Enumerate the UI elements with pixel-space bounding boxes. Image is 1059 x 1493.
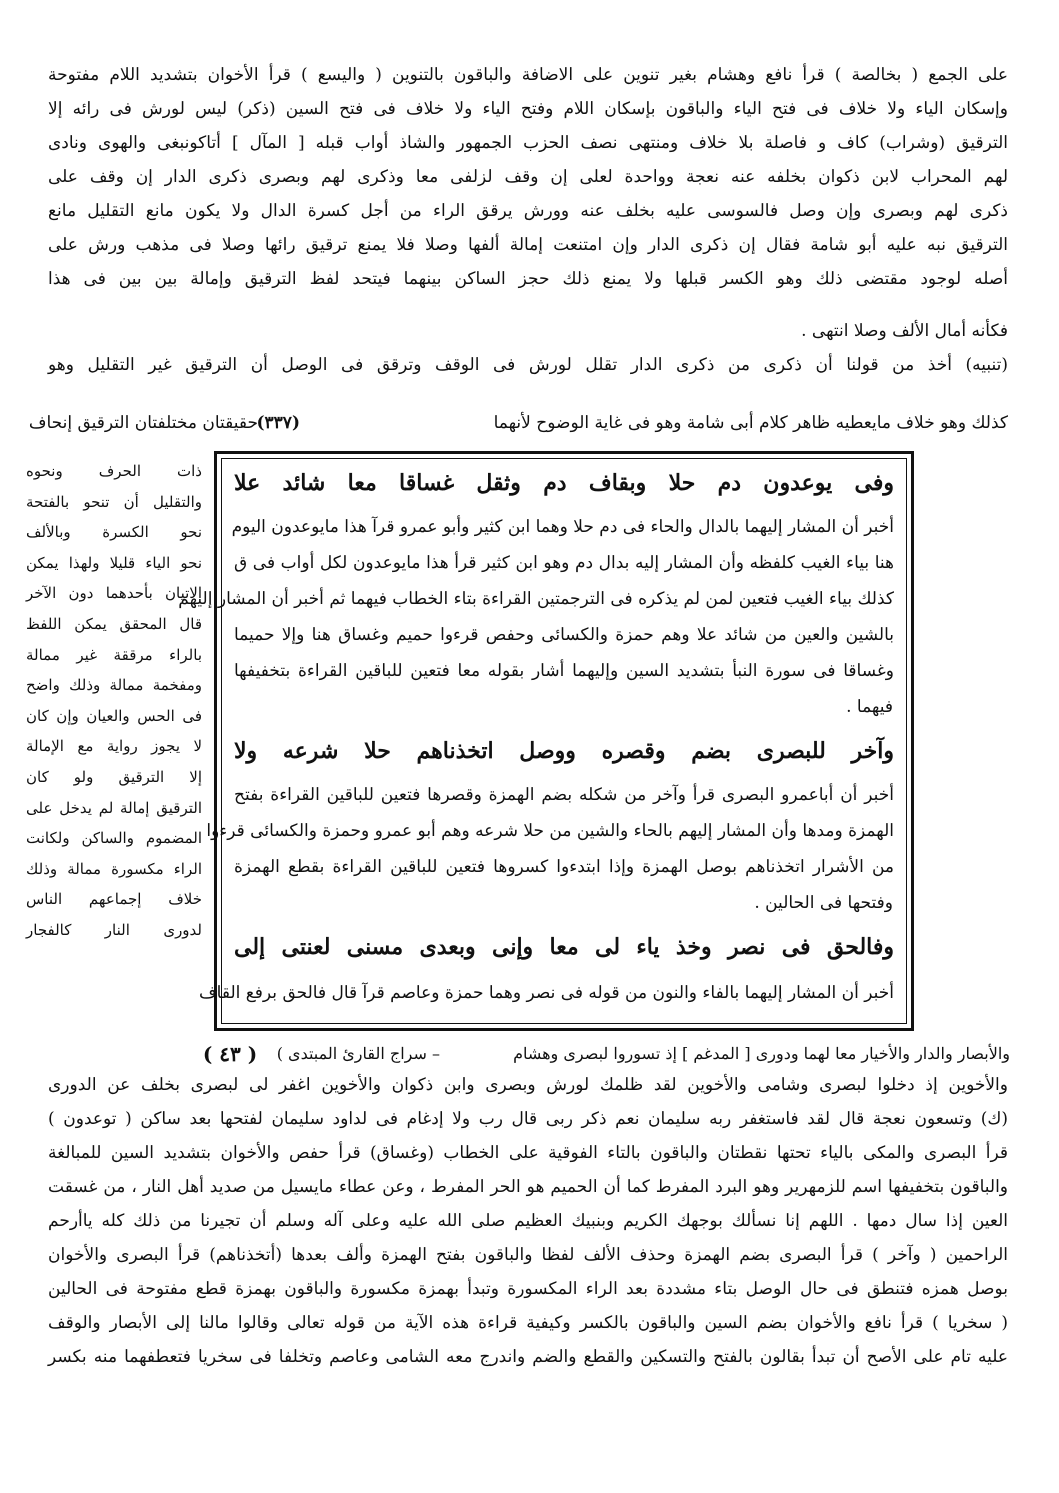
side-line: لدورى النار كالفجار — [26, 920, 202, 939]
side-column — [26, 456, 202, 946]
side-line: نحو الكسرة وبالألف — [26, 523, 202, 542]
note-line: (تنبيه) أخذ من قولنا أن ذكرى من ذكرى الدار تقلل لورش فى الوقف وترقق فى الوصل أن الترقيق غير التقليل وهو — [48, 355, 1008, 375]
text-line: بوصل همزه فتنطق فى حال الوصل بتاء مشددة بعد الراء المكسورة وتبدأ بهمزة مكسورة والباقون بهمزة قطع مفتوحة فى الحالين — [48, 1279, 1008, 1299]
commentary-line: وفتحها فى الحالين . — [754, 893, 893, 913]
inline-page-number: (٣٣٧) — [256, 413, 300, 433]
side-line: ومفخمة ممالة وذلك واضح — [26, 676, 202, 695]
page-number: ( ٤٣ ) — [202, 1042, 258, 1066]
footer-marker-row — [200, 1040, 1010, 1068]
commentary-line: وغساقا فى سورة النبأ بتشديد السين وإليهما أشار بقوله معا فتعين للباقين القراءة بتخفيفها — [234, 661, 894, 681]
side-line: والتقليل أن تنحو بالفتحة — [26, 492, 202, 511]
footer-marker-rest: والأبصار والدار والأخيار معا لهما ودورى [ المدغم ] إذ تسوروا لبصرى وهشام — [513, 1044, 1010, 1063]
text-line: الترقيق (وشراب) كاف و فاصلة بلا خلاف ومنتهى نصف الحزب الجمهور والشاذ أواب قبله [ المآل ] أتاكونبغى والهوى ونادى — [48, 133, 1008, 153]
footer-marker-title: – سراج القارئ المبتدى ) — [276, 1044, 440, 1063]
commentary-line: من الأشرار اتخذناهم بوصل الهمزة وإذا ابتدءوا كسروها فتعين للباقين القراءة بقطع الهمزة — [234, 857, 894, 877]
text-line: (ك) وتسعون نعجة قال لقد فاستغفر ربه سليمان نعم ذكر ربى قال رب ولا إدغام فى لداود سليمان لفتحها بعد ساكن ( توعدون ) — [48, 1109, 1008, 1129]
side-line: المضموم والساكن ولكانت — [26, 829, 202, 848]
side-line: نحو الياء قليلا ولهذا يمكن — [26, 553, 202, 572]
commentary-line: الهمزة ومدها وأن المشار إليهم بالحاء والشين من حلا شرعه وهم أبو عمرو وحمزة والكسائى قرءوا — [206, 821, 894, 841]
commentary-line: هنا بياء الغيب كلفظه وأن المشار إليه بدال دم وهو ابن كثير قرأ هذا مايوعدون لكل أواب فى ق — [234, 553, 894, 573]
text-line: أصله لوجود مقتضى ذلك وهو الكسر قبلها ولا يمنع ذلك حجز الساكن بينهما فيتحد لفظ الترقيق وإمالة بين بين فى هذا — [48, 269, 1008, 289]
text-line: الترقيق نبه عليه أبو شامة فقال إن ذكرى الدار وإن امتنعت إمالة ألفها وصلا فلا يمنع ترقيق رائها وصلا فى مذهب ورش على — [48, 235, 1008, 255]
side-line: الترقيق إمالة لم يدخل على — [26, 798, 202, 817]
note-line: كذلك وهو خلاف مايعطيه ظاهر كلام أبى شامة وهو فى غاية الوضوح لأنهما — [493, 413, 1008, 433]
text-line: وإسكان الياء ولا خلاف فى فتح الياء والباقون بإسكان اللام وفتح الياء ولا خلاف فى فتح السين (ذكر) ليس لورش فى رائه إلا — [48, 99, 1008, 119]
commentary-line: بالشين والعين من شائد علا وهم حمزة والكسائى وحفص قرءوا حميم وغساق هنا وإلا حميما — [234, 625, 894, 645]
verse-line: وفى يوعدون دم حلا وبقاف دم وثقل غساقا معا شائد علا — [234, 470, 894, 496]
side-line: الراء مكسورة ممالة وذلك — [26, 859, 202, 878]
verse-line: وآخر للبصرى بضم وقصره ووصل اتخذناهم حلا شرعه ولا — [234, 738, 894, 764]
text-line: عليه تام على الأصح أن تبدأ بقالون بالفتح والتسكين والقطع والضم واندرج معه الشامى وعاصم وتخلفا فى سخريا فتعطفهما منه بكسر — [48, 1347, 1008, 1367]
side-line: خلاف إجماعهم الناس — [26, 890, 202, 909]
commentary-line: كذلك بياء الغيب فتعين لمن لم يذكره فى الترجمتين القراءة بتاء الخطاب فيهما ثم أخبر أن المشار إليهم — [178, 589, 894, 609]
text-line: ( سخريا ) قرأ نافع والأخوان بضم السين والباقون بالكسر وكيفية قراءة هذه الآية من قوله تعالى وقالوا مالنا إلى الأبصار والوقف — [48, 1313, 1008, 1333]
verse-line: وفالحق فى نصر وخذ ياء لى معا وإنى وبعدى مسنى لعنتى إلى — [234, 934, 894, 960]
note-line-tail: حقيقتان مختلفتان الترقيق إنحاف — [28, 413, 258, 433]
text-line: والأخوين إذ دخلوا لبصرى وشامى والأخوين لقد ظلمك لورش وبصرى وابن ذكوان والأخوين اغفر لى لبصرى بخلف عن الدورى — [48, 1075, 1008, 1095]
text-line: الراحمين ( وآخر ) قرأ البصرى بضم الهمزة وحذف الألف لفظا والباقون بفتح الهمزة وألف بعدها (أتخذناهم) قرأ البصرى والأخوان — [48, 1245, 1008, 1265]
side-line: ذات الحرف ونحوه — [26, 462, 202, 480]
commentary-line: أخبر أن المشار إليهما بالدال والحاء فى دم حلا وهما ابن كثير وأبو عمرو قرآ هذا مايوعدون اليوم — [231, 517, 894, 537]
side-line: إلا الترقيق ولو كان — [26, 767, 202, 786]
commentary-line: أخبر أن أباعمرو البصرى قرأ وآخر من شكله بضم الهمزة وقصرها فتعين للباقين القراءة بفتح — [234, 785, 894, 805]
side-line: قال المحقق يمكن اللفظ — [26, 614, 202, 633]
text-line: والباقون بتخفيفها اسم للزمهرير وهو البرد المفرط كما أن الحميم هو الحر المفرط ، وعن عطاء مايسيل من صديد أهل النار ، من غسقت — [48, 1177, 1008, 1197]
text-line: فكأنه أمال الألف وصلا انتهى . — [801, 321, 1008, 341]
side-line: لا يجوز رواية مع الإمالة — [26, 737, 202, 756]
text-line: ذكرى لهم وبصرى وإن وصل فالسوسى عليه بخلف عنه وورش يرقق الراء من أجل كسرة الدال ولا يكون مانع التقليل مانع — [48, 201, 1008, 221]
text-line: العين إذا سال دمها . اللهم إنا نسألك بوجهك الكريم وبنبيك العظيم صلى الله عليه وعلى آله وسلم أن تجيرنا من ذلك كله ياأرحم — [48, 1211, 1008, 1231]
side-line: الاتيان بأحدهما دون الآخر — [26, 584, 202, 603]
text-line: قرأ البصرى والمكى بالياء تحتها نقطتان والباقون بالتاء الفوقية على الخطاب (وغساق) قرأ حفص والأخوان بتشديد السين للمبالغة — [48, 1143, 1008, 1163]
text-line: على الجمع ( بخالصة ) قرأ نافع وهشام بغير تنوين على الاضافة والباقون بالتنوين ( واليسع ) قرأ الأخوان بتشديد اللام مفتوحة — [48, 65, 1008, 85]
side-line: بالراء مرققة غير ممالة — [26, 645, 202, 664]
commentary-line: أخبر أن المشار إليهما بالفاء والنون من قوله فى نصر وهما حمزة وعاصم قرآ قال فالحق برفع القاف — [199, 983, 894, 1003]
commentary-line: فيهما . — [846, 697, 893, 717]
text-line: لهم المحراب لابن ذكوان بخلفه عنه نعجة وواحدة لعلى إن وقف لزلفى معا وذكرى لهم وبصرى ذكرى الدار إن وقف على — [48, 167, 1008, 187]
side-line: فى الحس والعيان وإن كان — [26, 706, 202, 725]
